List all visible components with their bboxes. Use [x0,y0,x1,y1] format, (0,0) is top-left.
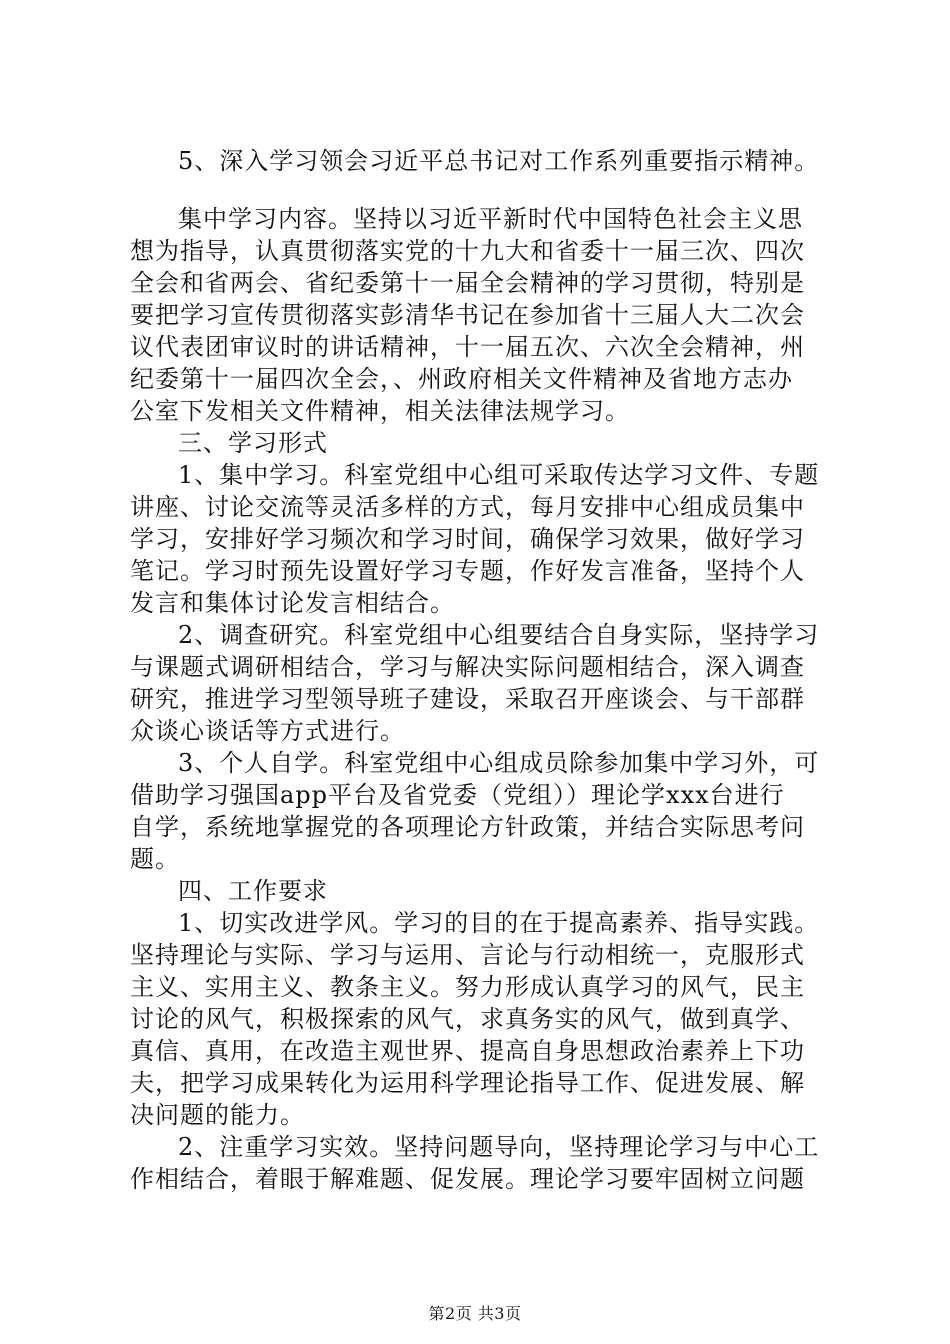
text-line: 真信、真用，在改造主观世界、提高自身思想政治素养上下功 [130,1037,805,1065]
text-line: 要把学习宣传贯彻落实彭清华书记在参加省十三届人大二次会 [130,301,805,329]
text-line: 集中学习内容。坚持以习近平新时代中国特色社会主义思 [178,205,803,233]
text-line: 5、深入学习领会习近平总书记对工作系列重要指示精神。 [178,147,820,175]
section-heading: 三、学习形式 [178,429,328,457]
text-line: 全会和省两会、省纪委第十一届全会精神的学习贯彻，特别是 [130,269,805,297]
text-line: 与课题式调研相结合，学习与解决实际问题相结合，深入调查 [130,653,805,681]
text-line: 发言和集体讨论发言相结合。 [130,589,455,617]
text-line: 笔记。学习时预先设置好学习专题，作好发言准备，坚持个人 [130,557,805,585]
text-line: 3、个人自学。科室党组中心组成员除参加集中学习外，可 [178,749,820,777]
text-line: 议代表团审议时的讲话精神，十一届五次、六次全会精神，州 [130,333,805,361]
text-line: 借助学习强国app平台及省党委（党组））理论学xxx台进行 [130,781,785,809]
text-line: 坚持理论与实际、学习与运用、言论与行动相统一，克服形式 [130,941,805,969]
text-line: 想为指导，认真贯彻落实党的十九大和省委十一届三次、四次 [130,237,805,265]
text-line: 题。 [130,845,180,873]
text-line: 众谈心谈话等方式进行。 [130,717,405,745]
text-line: 主义、实用主义、教条主义。努力形成认真学习的风气，民主 [130,973,805,1001]
page-number-footer: 第2页 共3页 [428,1304,522,1323]
text-line: 学习，安排好学习频次和学习时间，确保学习效果，做好学习 [130,525,805,553]
text-line: 决问题的能力。 [130,1101,305,1129]
text-line: 公室下发相关文件精神，相关法律法规学习。 [130,397,630,425]
text-line: 研究，推进学习型领导班子建设，采取召开座谈会、与干部群 [130,685,805,713]
text-line: 1、切实改进学风。学习的目的在于提高素养、指导实践。 [178,909,820,937]
text-line: 作相结合，着眼于解难题、促发展。理论学习要牢固树立问题 [130,1165,805,1193]
document-body [130,145,830,1195]
text-line: 讲座、讨论交流等灵活多样的方式，每月安排中心组成员集中 [130,493,805,521]
text-line: 讨论的风气，积极探索的风气，求真务实的风气，做到真学、 [130,1005,805,1033]
text-line: 纪委第十一届四次全会，、州政府相关文件精神及省地方志办 [130,365,793,393]
text-line: 自学，系统地掌握党的各项理论方针政策，并结合实际思考问 [130,813,805,841]
text-line: 2、注重学习实效。坚持问题导向，坚持理论学习与中心工 [178,1133,820,1161]
blank-line [130,177,830,203]
text-line: 2、调查研究。科室党组中心组要结合自身实际，坚持学习 [178,621,820,649]
text-line: 1、集中学习。科室党组中心组可采取传达学习文件、专题 [178,461,820,489]
text-line: 夫，把学习成果转化为运用科学理论指导工作、促进发展、解 [130,1069,805,1097]
section-heading: 四、工作要求 [178,877,328,905]
